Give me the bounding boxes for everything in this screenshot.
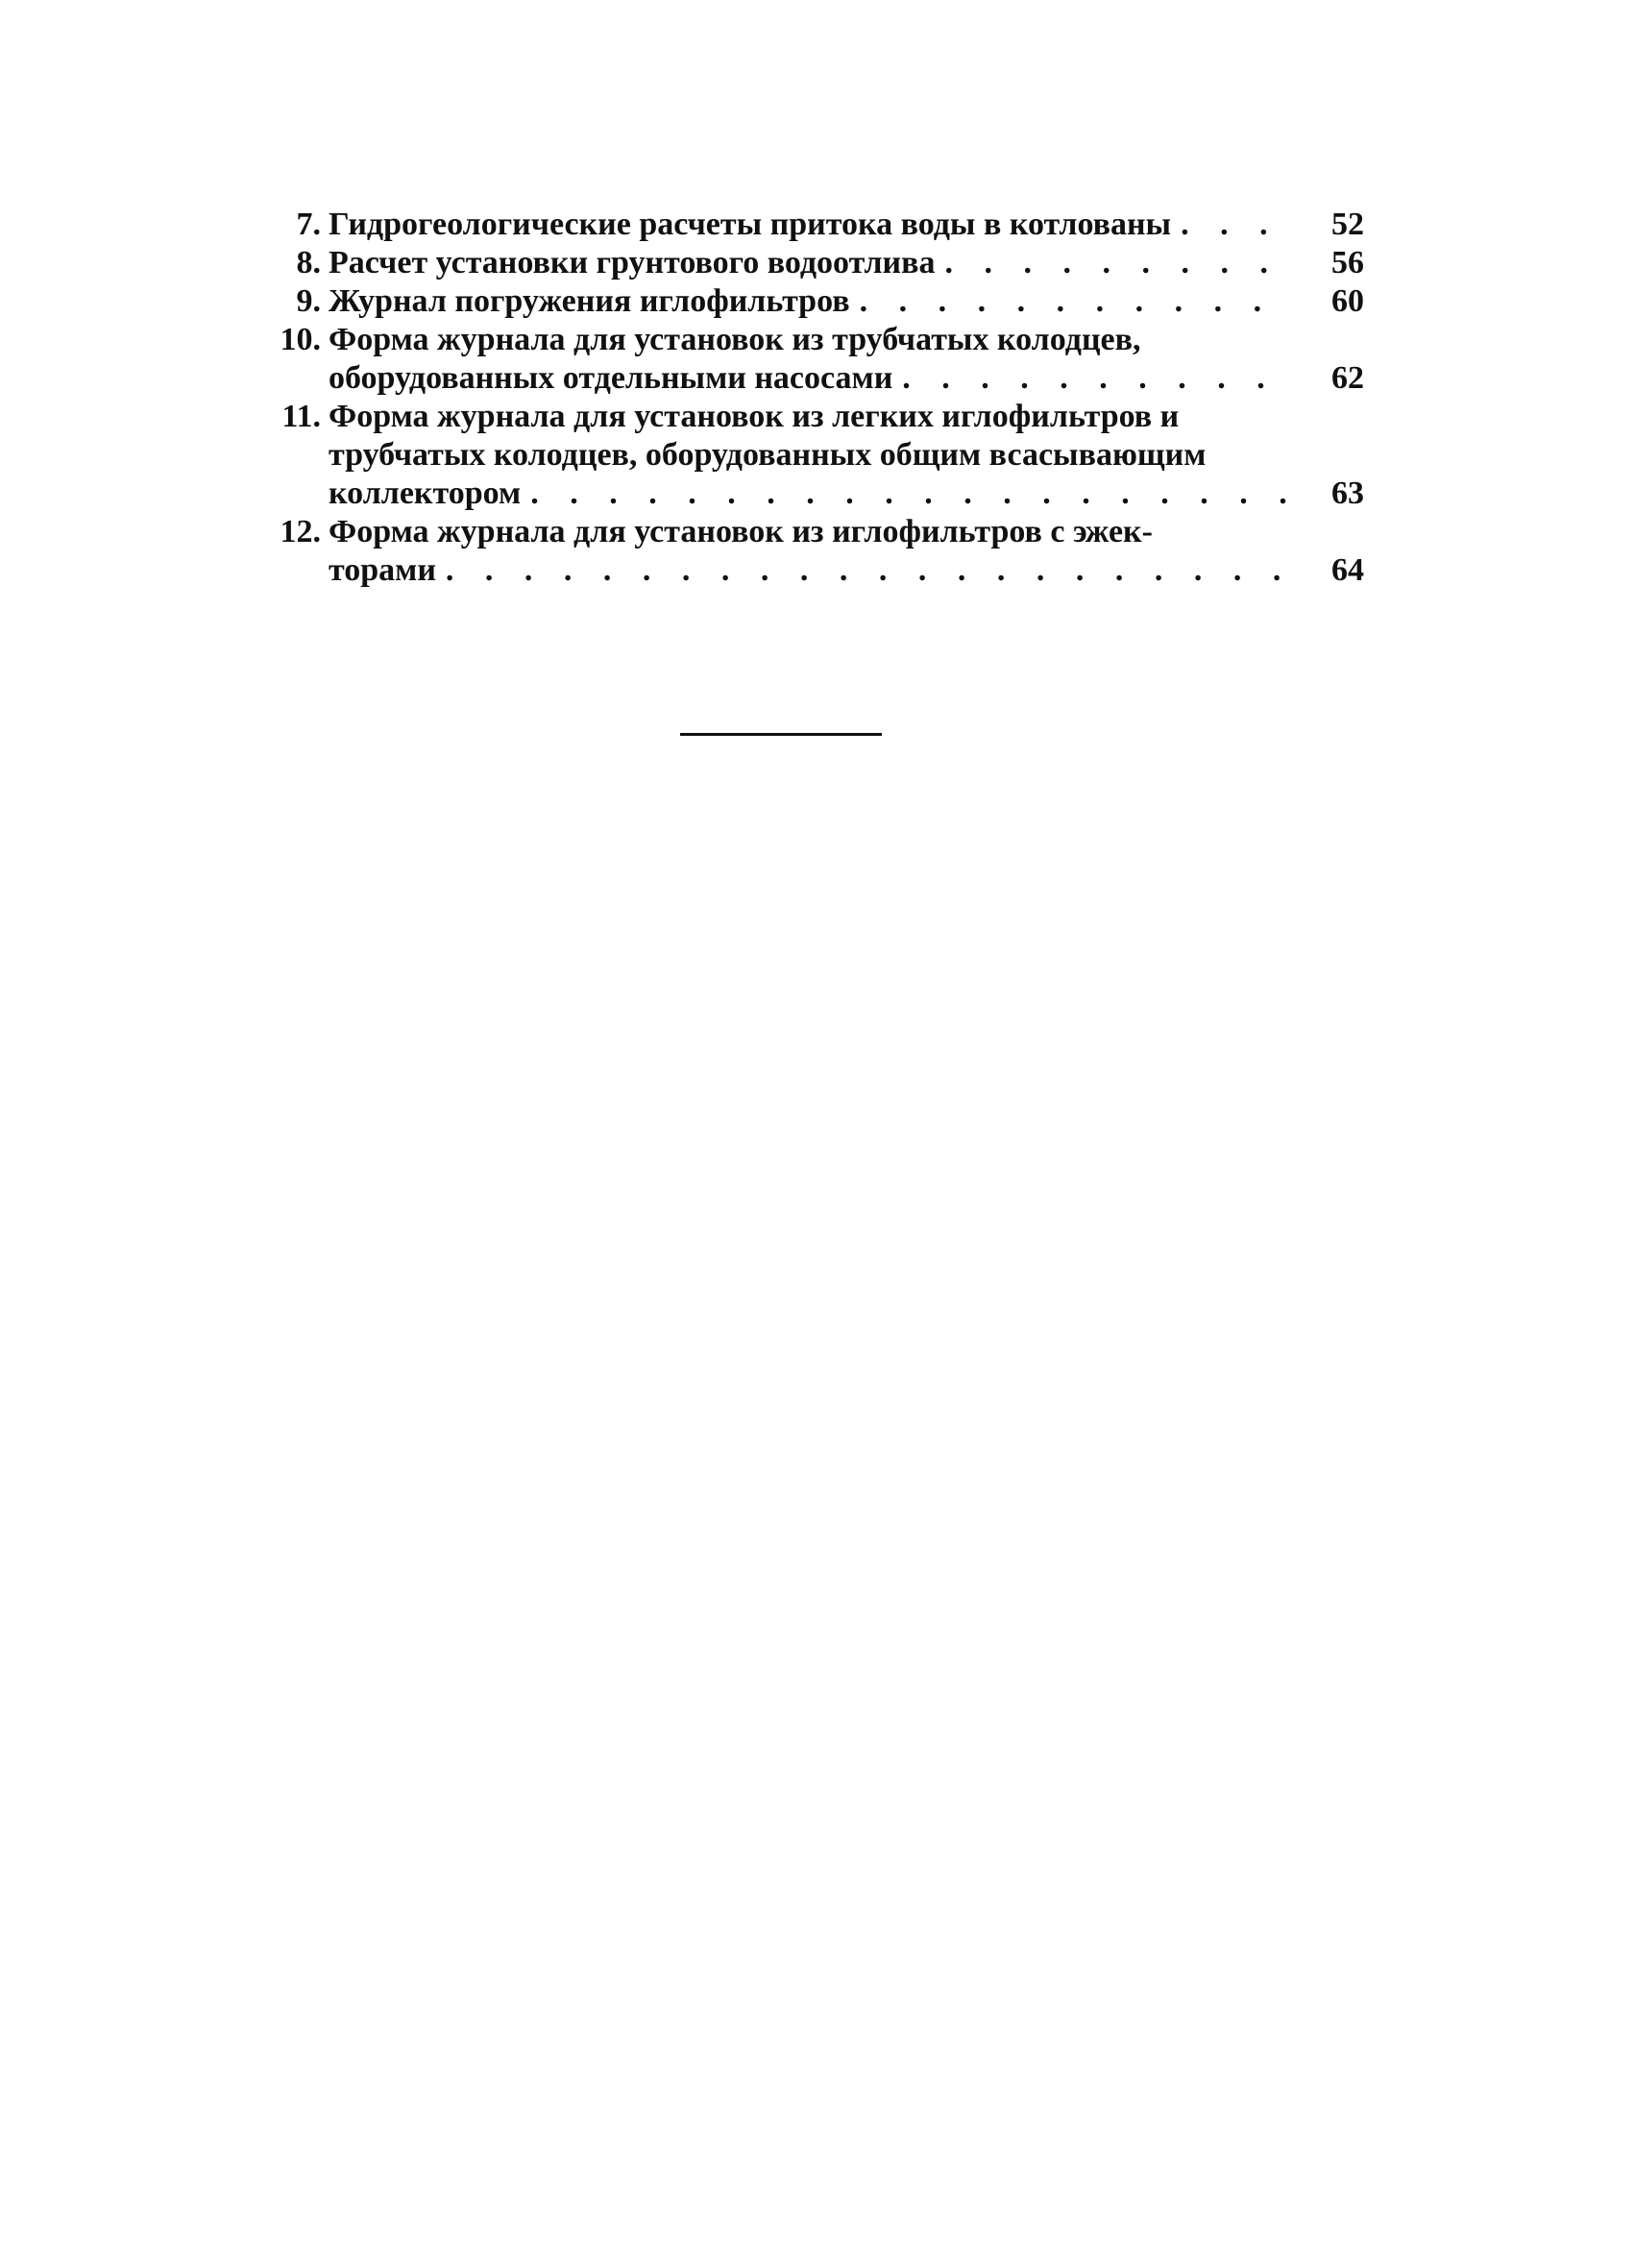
- toc-entry-title: [329, 282, 1289, 321]
- toc-entry-line: Форма журнала для установок из легких иглофильтров и: [329, 399, 1180, 434]
- toc-entry-line: коллектором: [329, 476, 522, 511]
- end-divider-rule: [680, 733, 882, 736]
- toc-entry-line: Расчет установки грунтового водоотлива: [329, 245, 936, 280]
- toc-entry-title: [329, 513, 1289, 590]
- toc-entry-line: торами: [329, 552, 436, 588]
- toc-entry[interactable]: [259, 398, 1364, 513]
- toc-entry[interactable]: [259, 321, 1364, 398]
- toc-entry-number: 7.: [296, 207, 321, 242]
- toc-entry-title: [329, 244, 1289, 282]
- toc-entry[interactable]: [259, 513, 1364, 590]
- toc-entry-line: трубчатых колодцев, оборудованных общим всасывающим: [329, 437, 1207, 473]
- toc-entry-line: Журнал погружения иглофильтров: [329, 283, 850, 319]
- toc-entry-line: Форма журнала для установок из иглофильтров с эжек-: [329, 514, 1153, 549]
- toc-entry-line: Форма журнала для установок из трубчатых колодцев,: [329, 322, 1141, 357]
- dot-leader: [521, 475, 1289, 513]
- toc-entry[interactable]: [259, 244, 1364, 282]
- toc-entry-number: 9.: [296, 283, 321, 319]
- toc-entry-line: Гидрогеологические расчеты притока воды в котлованы: [329, 207, 1172, 242]
- toc-entry-page: 60: [1331, 283, 1364, 319]
- toc-entry-page: 63: [1331, 476, 1364, 511]
- toc-entry-page: 56: [1331, 245, 1364, 280]
- toc-entry-page: 64: [1331, 552, 1364, 588]
- dot-leader: [850, 282, 1289, 321]
- toc-entry-title: [329, 321, 1289, 398]
- toc-entry[interactable]: [259, 282, 1364, 321]
- toc-entry-number: 8.: [296, 245, 321, 280]
- toc-entry-title: [329, 206, 1289, 244]
- toc-entry-title: [329, 398, 1289, 513]
- toc-entry-line: оборудованных отдельными насосами: [329, 360, 893, 396]
- toc-entry-number: 12.: [280, 514, 321, 549]
- dot-leader: [936, 244, 1290, 282]
- dot-leader: [1171, 206, 1289, 244]
- toc-entry-number: 10.: [280, 322, 321, 357]
- toc-entry-number: 11.: [281, 399, 321, 434]
- toc-entry-page: 62: [1331, 360, 1364, 396]
- table-of-contents: [259, 206, 1364, 590]
- toc-entry-page: 52: [1331, 207, 1364, 242]
- dot-leader: [436, 551, 1289, 590]
- toc-entry[interactable]: [259, 206, 1364, 244]
- dot-leader: [892, 359, 1289, 398]
